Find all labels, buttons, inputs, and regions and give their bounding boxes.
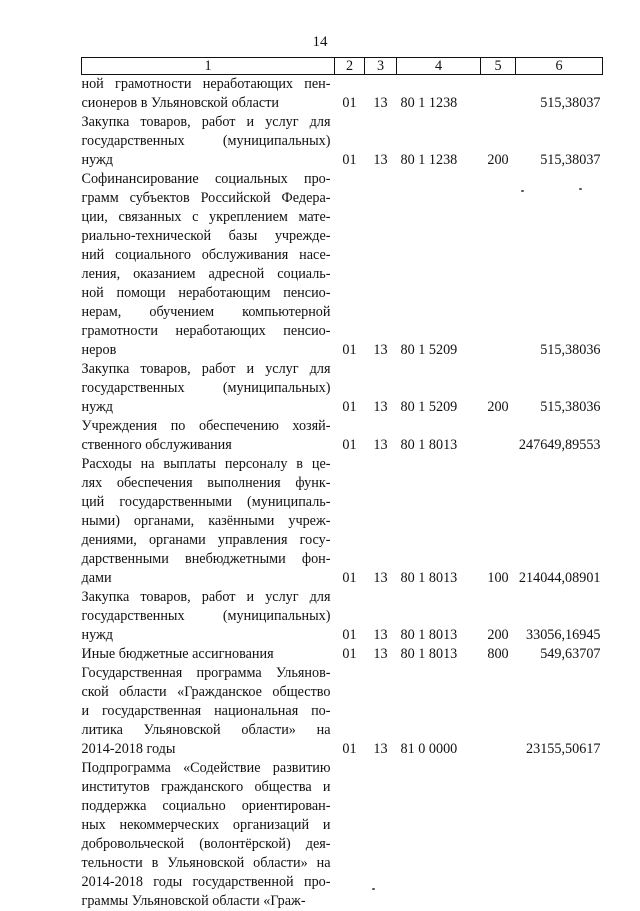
table-row [82,360,603,417]
table-row [82,170,603,360]
description-line: ной помощи неработающим пенсио- [82,284,331,303]
subsection-code-cell: 13 [365,170,397,360]
description-line: ций государственными (муниципаль- [82,493,331,512]
row-description [82,170,335,360]
amount-cell: 515,38037 [516,113,603,170]
description-line: литика Ульяновской области» на [82,721,331,740]
row-description [82,455,335,588]
scan-speck [579,188,582,190]
description-line: Подпрограмма «Содействие развитию [82,759,331,778]
table-body [82,75,603,911]
description-line: ственного обслуживания [82,436,331,455]
expense-type-cell [481,170,516,360]
table-row [82,75,603,114]
description-line: ции, связанных с укреплением мате- [82,208,331,227]
description-line: институтов гражданского общества и [82,778,331,797]
description-line: Софинансирование социальных про- [82,170,331,189]
description-line: Государственная программа Ульянов- [82,664,331,683]
table-row [82,759,603,911]
amount-cell: 515,38036 [516,360,603,417]
amount-cell: 247649,89553 [516,417,603,455]
section-code-cell: 01 [335,645,365,664]
amount-cell: 214044,08901 [516,455,603,588]
expense-type-cell: 200 [481,360,516,417]
row-description [82,645,335,664]
description-line: Расходы на выплаты персоналу в це- [82,455,331,474]
expense-type-cell: 800 [481,645,516,664]
row-description [82,75,335,114]
header-col-1: 1 [82,58,335,75]
table-row [82,645,603,664]
amount-cell: 549,63707 [516,645,603,664]
subsection-code-cell: 13 [365,113,397,170]
description-line: поддержка социально ориентирован- [82,797,331,816]
section-code-cell: 01 [335,170,365,360]
description-line: ных некоммерческих организаций и [82,816,331,835]
subsection-code-cell: 13 [365,664,397,759]
section-code-cell: 01 [335,417,365,455]
section-code-cell: 01 [335,360,365,417]
target-article-cell: 80 1 1238 [397,75,481,114]
row-description [82,417,335,455]
description-line: сионеров в Ульяновской области [82,94,331,113]
subsection-code-cell: 13 [365,417,397,455]
section-code-cell: 01 [335,113,365,170]
row-description [82,664,335,759]
section-code-cell: 01 [335,588,365,645]
description-line: грамм субъектов Российской Федера- [82,189,331,208]
expense-type-cell: 100 [481,455,516,588]
target-article-cell: 80 1 5209 [397,170,481,360]
description-line: нужд [82,398,331,417]
amount-cell: 23155,50617 [516,664,603,759]
description-line: ний социального обслуживания насе- [82,246,331,265]
subsection-code-cell: 13 [365,75,397,114]
description-line: Закупка товаров, работ и услуг для [82,113,331,132]
target-article-cell: 80 1 8013 [397,645,481,664]
header-col-3: 3 [365,58,397,75]
expense-type-cell [481,664,516,759]
expense-type-cell: 200 [481,588,516,645]
target-article-cell [397,759,481,911]
description-line: граммы Ульяновской области «Граж- [82,892,331,911]
description-line: Учреждения по обеспечению хозяй- [82,417,331,436]
description-line: нерам, обучением компьютерной [82,303,331,322]
subsection-code-cell: 13 [365,645,397,664]
description-line: тельности в Ульяновской области» на [82,854,331,873]
target-article-cell: 80 1 5209 [397,360,481,417]
description-line: нужд [82,626,331,645]
header-col-2: 2 [335,58,365,75]
amount-cell [516,759,603,911]
row-description [82,759,335,911]
expense-type-cell [481,417,516,455]
description-line: неров [82,341,331,360]
description-line: дениями, органами управления госу- [82,531,331,550]
subsection-code-cell [365,759,397,911]
scan-speck [521,190,524,192]
amount-cell: 33056,16945 [516,588,603,645]
description-line: лях обеспечения выполнения функ- [82,474,331,493]
description-line: Иные бюджетные ассигнования [82,645,331,664]
row-description [82,588,335,645]
page-number: 14 [0,34,640,51]
description-line: 2014-2018 годы государственной про- [82,873,331,892]
target-article-cell: 80 1 8013 [397,417,481,455]
budget-table [81,57,603,911]
section-code-cell: 01 [335,75,365,114]
description-line: ной грамотности неработающих пен- [82,75,331,94]
description-line: и государственная национальная по- [82,702,331,721]
description-line: дарственными внебюджетными фон- [82,550,331,569]
description-line: нужд [82,151,331,170]
expense-type-cell [481,75,516,114]
section-code-cell: 01 [335,455,365,588]
description-line: ской области «Гражданское общество [82,683,331,702]
table-row [82,417,603,455]
table-row [82,113,603,170]
subsection-code-cell: 13 [365,588,397,645]
section-code-cell: 01 [335,664,365,759]
description-line: государственных (муниципальных) [82,132,331,151]
description-line: 2014-2018 годы [82,740,331,759]
header-col-6: 6 [516,58,603,75]
expense-type-cell: 200 [481,113,516,170]
table-header-row [82,58,603,75]
subsection-code-cell: 13 [365,455,397,588]
description-line: Закупка товаров, работ и услуг для [82,588,331,607]
row-description [82,360,335,417]
row-description [82,113,335,170]
table-row [82,664,603,759]
table-row [82,588,603,645]
target-article-cell: 80 1 8013 [397,588,481,645]
amount-cell: 515,38037 [516,75,603,114]
target-article-cell: 80 1 8013 [397,455,481,588]
expense-type-cell [481,759,516,911]
target-article-cell: 80 1 1238 [397,113,481,170]
description-line: ления, оказанием адресной социаль- [82,265,331,284]
description-line: ными) органами, казёнными учреж- [82,512,331,531]
scan-speck [372,888,375,890]
description-line: грамотности неработающих пенсио- [82,322,331,341]
table-row [82,455,603,588]
target-article-cell: 81 0 0000 [397,664,481,759]
section-code-cell [335,759,365,911]
description-line: государственных (муниципальных) [82,607,331,626]
subsection-code-cell: 13 [365,360,397,417]
amount-cell: 515,38036 [516,170,603,360]
description-line: Закупка товаров, работ и услуг для [82,360,331,379]
description-line: государственных (муниципальных) [82,379,331,398]
description-line: риально-технической базы учрежде- [82,227,331,246]
header-col-5: 5 [481,58,516,75]
description-line: добровольческой (волонтёрской) дея- [82,835,331,854]
header-col-4: 4 [397,58,481,75]
description-line: дами [82,569,331,588]
